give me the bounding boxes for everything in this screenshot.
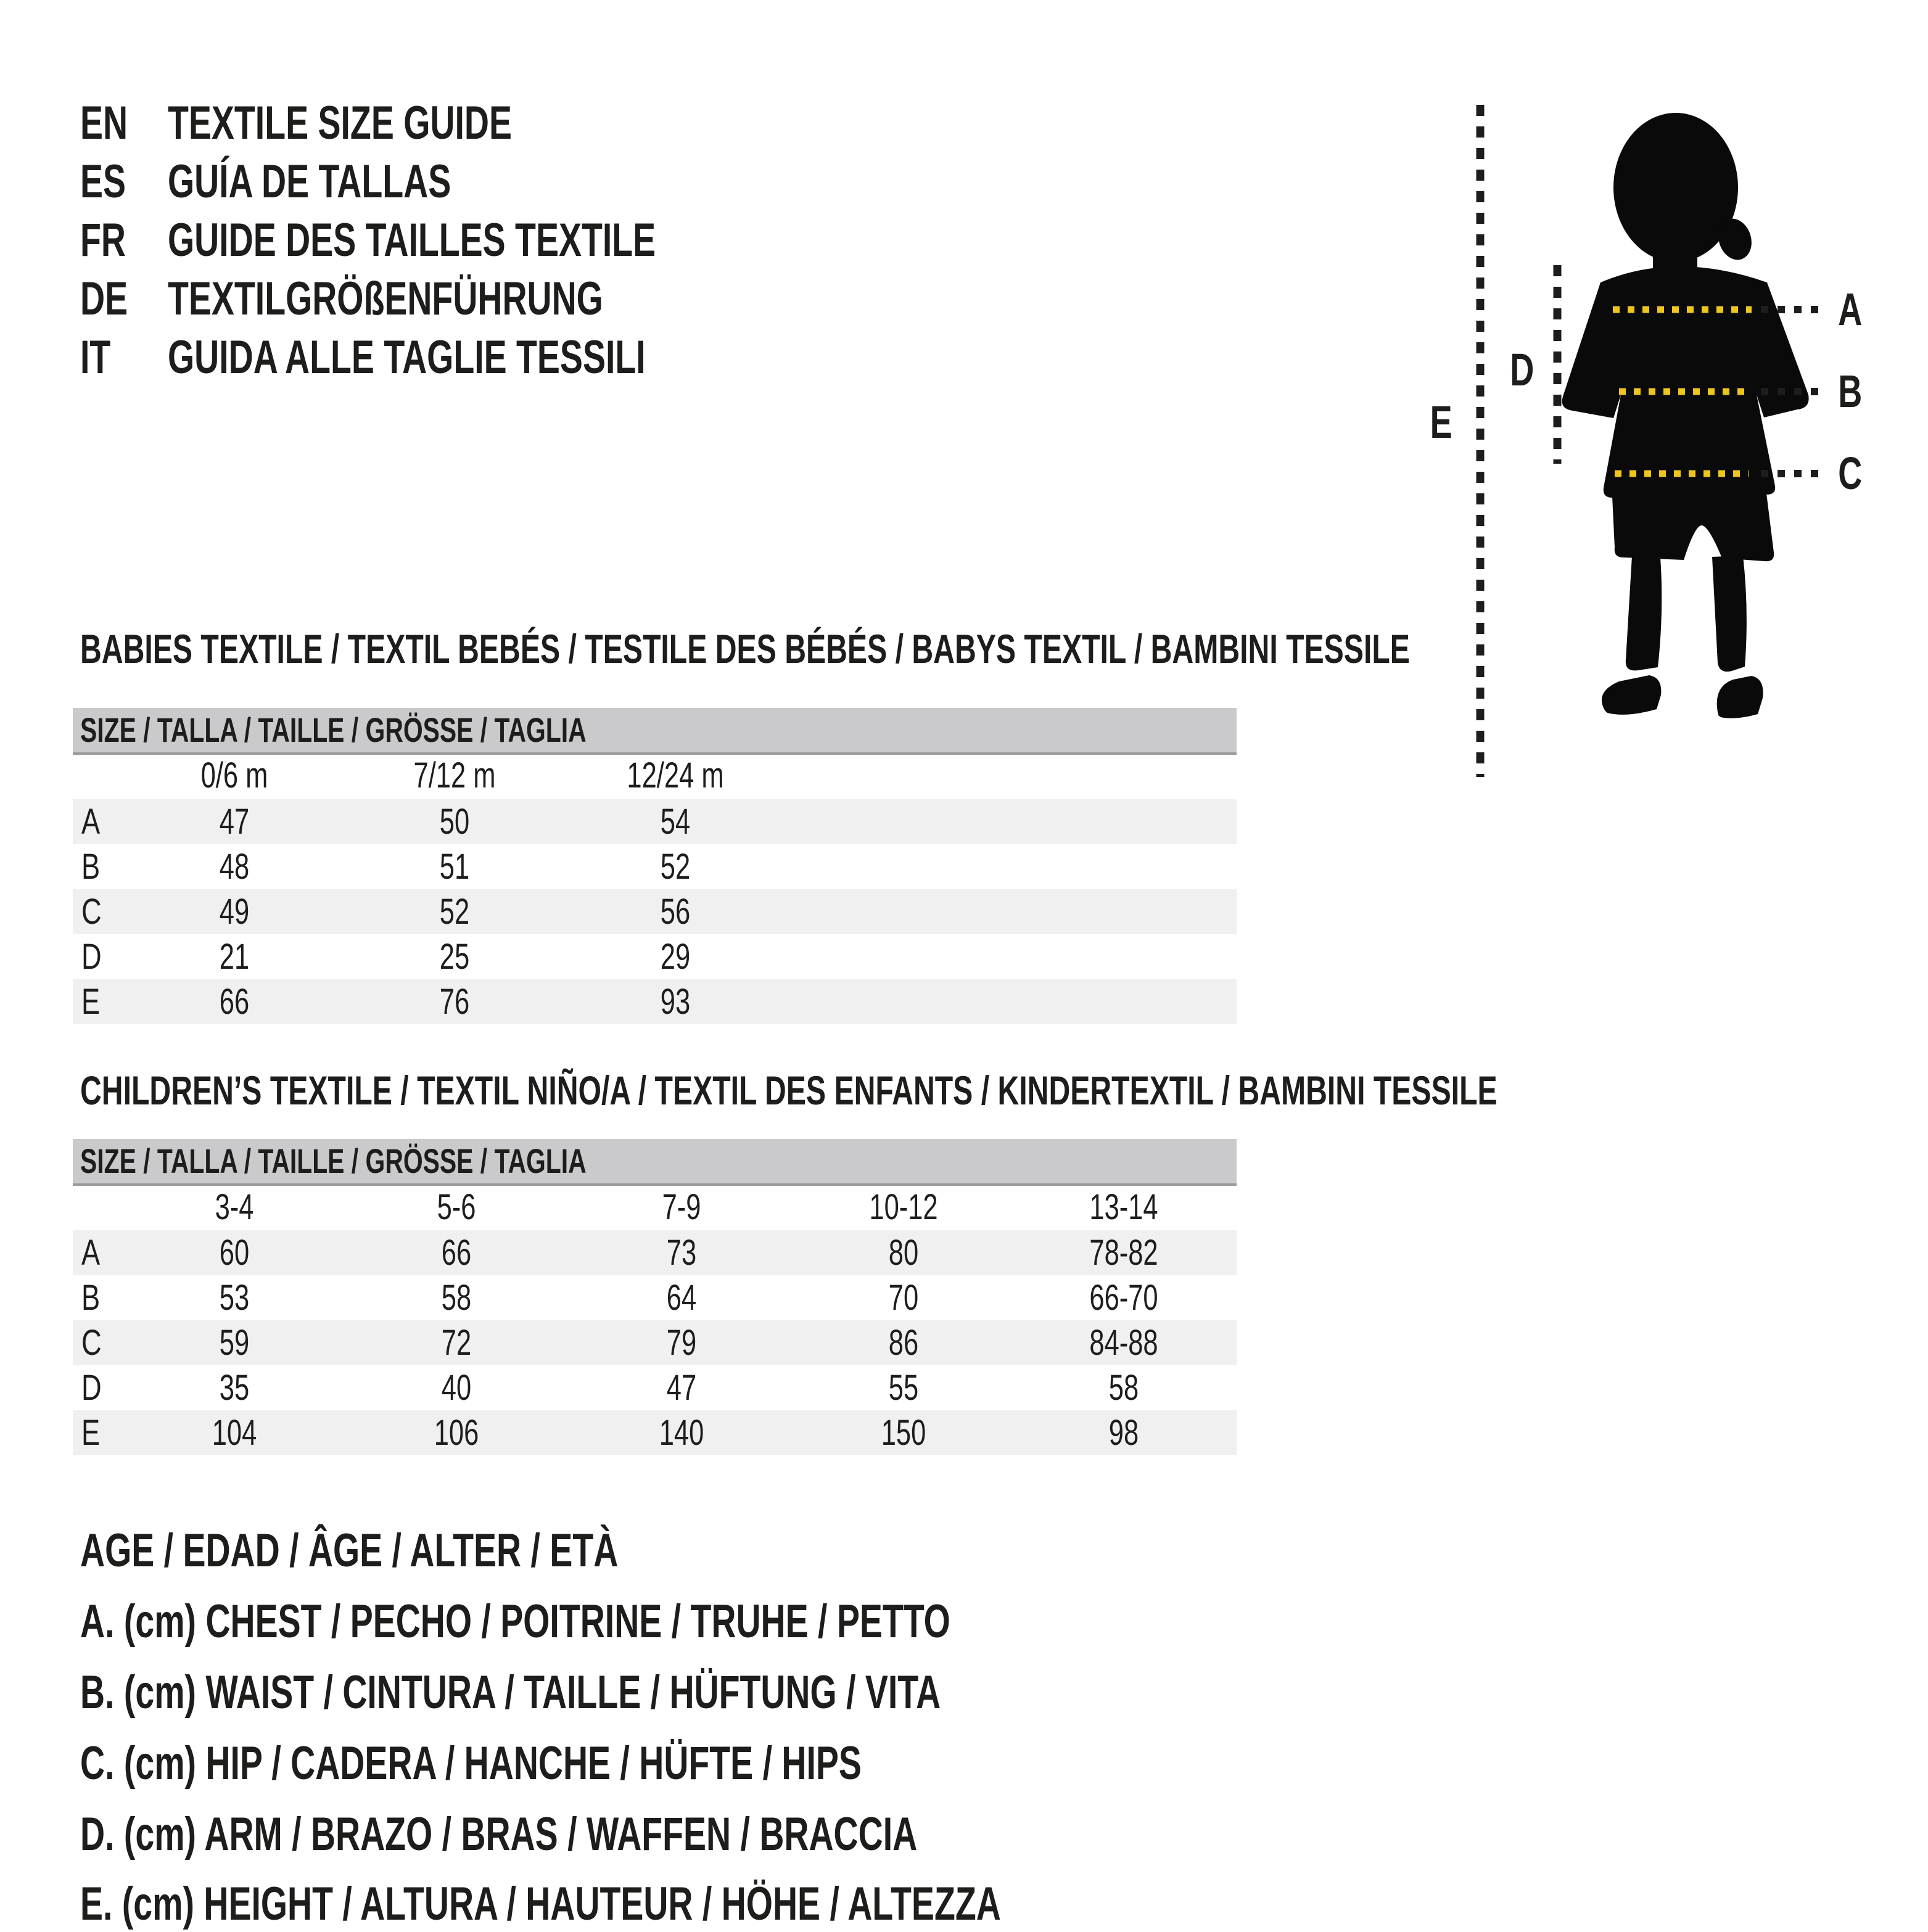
table-cell: 93: [660, 982, 691, 1022]
table-cell: 66: [441, 1233, 472, 1273]
children-size-table: [73, 1139, 1237, 1455]
legend-line-text: D. (cm) ARM / BRAZO / BRAS / WAFFEN / BRACCIA: [80, 1808, 918, 1860]
table-row-label: D: [81, 937, 102, 977]
column-header: 5-6: [437, 1187, 476, 1227]
legend-line-text: C. (cm) HIP / CADERA / HANCHE / HÜFTE / HIPS: [80, 1737, 862, 1790]
table-cell: 50: [439, 802, 470, 842]
babies-section-heading: [80, 624, 1901, 673]
language-code: [80, 154, 142, 210]
table-row-label: A: [81, 1233, 101, 1273]
table-cell: 49: [219, 892, 250, 932]
language-code-text: FR: [80, 214, 126, 266]
table-cell: 48: [219, 847, 250, 887]
table-cell: 78-82: [1089, 1233, 1158, 1273]
babies-size-header-bar: [73, 708, 1237, 755]
legend-line-text: B. (cm) WAIST / CINTURA / TAILLE / HÜFTUNG / VITA: [80, 1666, 941, 1719]
language-code: [80, 213, 142, 268]
language-code: [80, 330, 122, 385]
legend-line-waist: [80, 1665, 1259, 1720]
figure-label-b: [1816, 366, 1884, 417]
figure-label-e: [1407, 397, 1475, 448]
table-cell: 140: [659, 1413, 704, 1453]
child-silhouette-figure: [1406, 86, 1928, 802]
table-cell: 84-88: [1089, 1323, 1158, 1363]
children-size-header-text: SIZE / TALLA / TAILLE / GRÖSSE / TAGLIA: [80, 1141, 587, 1180]
column-header: 7/12 m: [413, 755, 496, 795]
language-code-text: EN: [80, 97, 128, 149]
table-cell: 55: [888, 1368, 919, 1408]
table-cell: 64: [666, 1278, 697, 1318]
figure-label-d-text: D: [1510, 344, 1535, 395]
table-cell: 54: [660, 802, 691, 842]
table-cell: 40: [441, 1368, 472, 1408]
table-row-label: B: [81, 1278, 101, 1318]
table-cell: 56: [660, 892, 691, 932]
language-title: [168, 96, 639, 151]
figure-label-a-text: A: [1838, 284, 1863, 335]
table-cell: 66-70: [1089, 1278, 1158, 1318]
table-cell: 25: [439, 937, 470, 977]
table-cell: 76: [439, 982, 470, 1022]
legend-line-text: AGE / EDAD / ÂGE / ALTER / ETÀ: [80, 1524, 619, 1577]
legend-line-chest: [80, 1594, 1272, 1650]
figure-label-b-text: B: [1838, 366, 1863, 417]
table-row-label: E: [81, 982, 101, 1022]
table-cell: 58: [441, 1278, 472, 1318]
babies-column-header-row: [73, 752, 1237, 799]
table-cell: 47: [219, 802, 250, 842]
table-cell: 80: [888, 1233, 919, 1273]
language-title-text: GUIDA ALLE TAGLIE TESSILI: [168, 331, 646, 384]
babies-heading-text: BABIES TEXTILE / TEXTIL BEBÉS / TESTILE DES BÉBÉS / BABYS TEXTIL / BAMBINI TESSILE: [80, 626, 1410, 672]
figure-label-c-text: C: [1838, 448, 1863, 499]
language-code-text: IT: [80, 331, 111, 384]
legend-line-height: [80, 1877, 1341, 1932]
table-cell: 60: [219, 1233, 250, 1273]
table-cell: 104: [212, 1413, 257, 1453]
babies-size-header-text: SIZE / TALLA / TAILLE / GRÖSSE / TAGLIA: [80, 710, 587, 749]
table-cell: 47: [666, 1368, 697, 1408]
figure-label-c: [1816, 448, 1884, 499]
legend-line-hip: [80, 1736, 1151, 1791]
table-cell: 66: [219, 982, 250, 1022]
language-title: [168, 213, 836, 268]
language-code-text: DE: [80, 273, 128, 325]
table-row-label: D: [81, 1368, 102, 1408]
language-title: [168, 154, 556, 210]
language-title-text: TEXTILE SIZE GUIDE: [168, 97, 512, 149]
legend-line-arm: [80, 1807, 1227, 1862]
column-header: 3-4: [215, 1187, 254, 1227]
table-cell: 35: [219, 1368, 250, 1408]
language-title: [168, 330, 822, 385]
table-cell: 98: [1108, 1413, 1139, 1453]
language-code: [80, 96, 146, 151]
table-cell: 52: [439, 892, 470, 932]
children-size-header-bar: [73, 1139, 1237, 1186]
table-cell: 21: [219, 937, 250, 977]
table-cell: 70: [888, 1278, 919, 1318]
language-code-text: ES: [80, 155, 126, 208]
figure-label-a: [1816, 284, 1884, 335]
table-row-label: E: [81, 1413, 101, 1453]
column-header: 10-12: [869, 1187, 938, 1227]
table-cell: 29: [660, 937, 691, 977]
table-cell: 106: [434, 1413, 479, 1453]
table-cell: 51: [439, 847, 470, 887]
column-header: 13-14: [1089, 1187, 1158, 1227]
language-title-text: TEXTILGRÖßENFÜHRUNG: [168, 273, 603, 325]
table-cell: 79: [666, 1323, 697, 1363]
table-row-label: C: [81, 1323, 102, 1363]
figure-label-e-text: E: [1430, 397, 1453, 448]
language-code: [80, 271, 146, 327]
table-cell: 59: [219, 1323, 250, 1363]
table-cell: 53: [219, 1278, 250, 1318]
table-cell: 86: [888, 1323, 919, 1363]
language-title-text: GUIDE DES TAILLES TEXTILE: [168, 214, 656, 266]
column-header: 12/24 m: [627, 755, 724, 795]
language-title-text: GUÍA DE TALLAS: [168, 155, 451, 208]
legend-line-text: E. (cm) HEIGHT / ALTURA / HAUTEUR / HÖHE / ALTEZZA: [80, 1878, 1001, 1930]
table-row-label: C: [81, 892, 102, 932]
legend-line-text: A. (cm) CHEST / PECHO / POITRINE / TRUHE / PETTO: [80, 1595, 950, 1648]
babies-table-body: [73, 799, 1237, 1024]
children-heading-text: CHILDREN’S TEXTILE / TEXTIL NIÑO/A / TEXTIL DES ENFANTS / KINDERTEXTIL / BAMBINI TESSILE: [80, 1067, 1497, 1113]
babies-size-table: [73, 708, 1237, 1024]
table-cell: 72: [441, 1323, 472, 1363]
children-column-header-row: [73, 1184, 1237, 1230]
table-cell: 150: [881, 1413, 926, 1453]
children-section-heading: [80, 1066, 1928, 1115]
language-title: [168, 271, 764, 327]
figure-label-d: [1488, 344, 1556, 396]
table-cell: 52: [660, 847, 691, 887]
table-row-label: A: [81, 802, 101, 842]
table-cell: 58: [1108, 1368, 1139, 1408]
children-table-body: [73, 1230, 1237, 1455]
table-cell: 73: [666, 1233, 697, 1273]
column-header: 7-9: [662, 1187, 701, 1227]
legend-line-age: [80, 1523, 817, 1579]
column-header: 0/6 m: [200, 755, 268, 795]
table-row-label: B: [81, 847, 101, 887]
